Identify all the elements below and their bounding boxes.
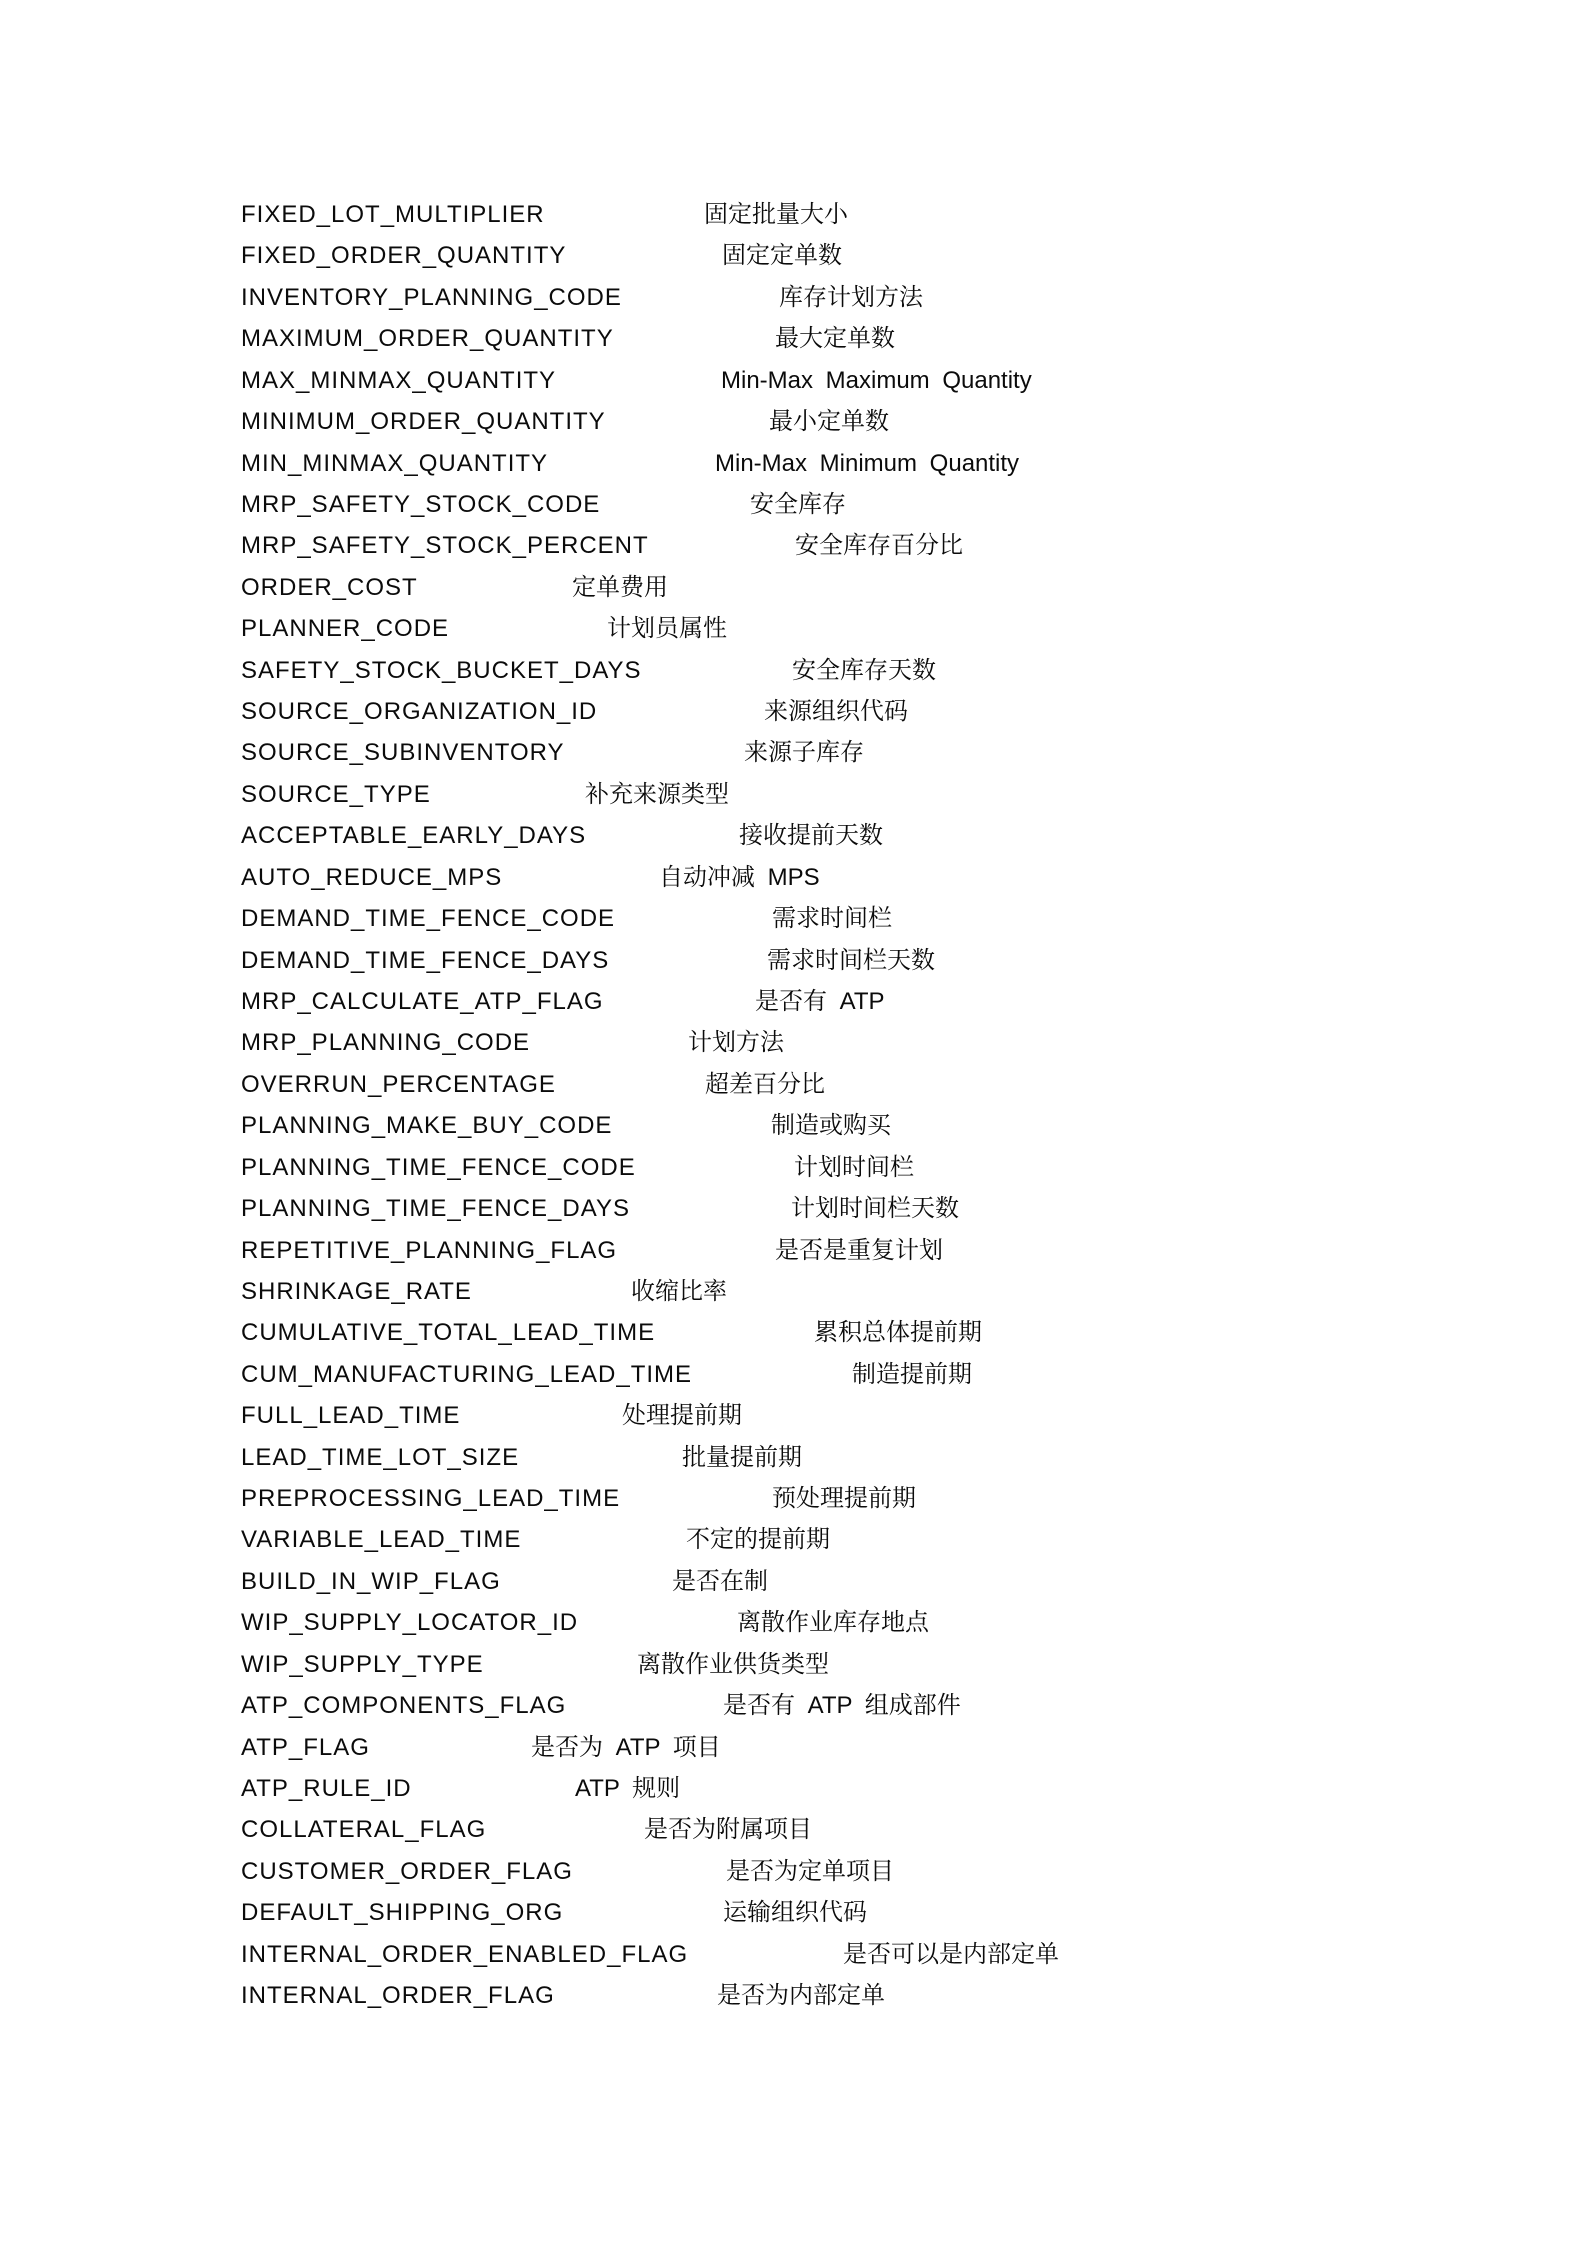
table-row: [241, 1934, 1567, 1976]
field-name: MIN_MINMAX_QUANTITY: [241, 449, 549, 477]
field-description: 处理提前期: [622, 1402, 742, 1430]
table-row: [241, 1147, 1567, 1189]
field-description: 安全库存: [750, 490, 846, 518]
field-name: ACCEPTABLE_EARLY_DAYS: [241, 822, 587, 850]
table-row: [241, 940, 1567, 982]
field-description: 批量提前期: [682, 1443, 802, 1471]
table-row: [241, 1561, 1567, 1603]
field-description: 接收提前天数: [739, 822, 883, 850]
table-row: [241, 194, 1567, 236]
field-description: 预处理提前期: [772, 1485, 916, 1513]
field-description: 是否是重复计划: [775, 1236, 943, 1264]
field-name: ATP_FLAG: [241, 1733, 370, 1761]
field-name: AUTO_REDUCE_MPS: [241, 863, 503, 891]
field-description: 是否可以是内部定单: [843, 1940, 1059, 1968]
table-row: [241, 981, 1567, 1023]
field-description: 计划方法: [688, 1029, 784, 1057]
table-row: [241, 1105, 1567, 1147]
field-name: DEMAND_TIME_FENCE_CODE: [241, 905, 616, 933]
table-row: [241, 235, 1567, 277]
table-row: [241, 1354, 1567, 1396]
field-description: 累积总体提前期: [814, 1319, 982, 1347]
field-description: 制造提前期: [852, 1360, 972, 1388]
field-description: 需求时间栏天数: [767, 946, 935, 974]
table-row: [241, 1892, 1567, 1934]
table-row: [241, 1644, 1567, 1686]
table-row: [241, 732, 1567, 774]
field-name: PLANNER_CODE: [241, 615, 450, 643]
field-description: 是否有 ATP: [755, 987, 885, 1015]
table-row: [241, 567, 1567, 609]
field-description: 制造或购买: [771, 1112, 891, 1140]
table-row: [241, 484, 1567, 526]
field-description: 是否为 ATP 项目: [531, 1733, 721, 1761]
table-row: [241, 443, 1567, 485]
field-description: 是否为定单项目: [726, 1857, 894, 1885]
field-name: PLANNING_TIME_FENCE_DAYS: [241, 1195, 630, 1223]
field-description: 安全库存天数: [792, 656, 936, 684]
field-name: ATP_COMPONENTS_FLAG: [241, 1692, 567, 1720]
field-name: SOURCE_ORGANIZATION_ID: [241, 698, 598, 726]
field-name: ATP_RULE_ID: [241, 1774, 412, 1802]
field-name: BUILD_IN_WIP_FLAG: [241, 1567, 501, 1595]
field-name: FULL_LEAD_TIME: [241, 1402, 461, 1430]
field-name: PLANNING_TIME_FENCE_CODE: [241, 1153, 636, 1181]
field-description: 自动冲减 MPS: [659, 863, 820, 891]
table-row: [241, 525, 1567, 567]
field-name: DEFAULT_SHIPPING_ORG: [241, 1899, 564, 1927]
field-description: Min-Max Minimum Quantity: [715, 449, 1020, 477]
field-description: ATP 规则: [575, 1774, 681, 1802]
field-description: 运输组织代码: [723, 1899, 867, 1927]
field-name: INTERNAL_ORDER_ENABLED_FLAG: [241, 1940, 689, 1968]
field-name: REPETITIVE_PLANNING_FLAG: [241, 1236, 618, 1264]
table-row: [241, 1022, 1567, 1064]
table-row: [241, 857, 1567, 899]
table-row: [241, 774, 1567, 816]
table-row: [241, 1312, 1567, 1354]
field-name: DEMAND_TIME_FENCE_DAYS: [241, 946, 610, 974]
table-row: [241, 1975, 1567, 2017]
table-row: [241, 1437, 1567, 1479]
table-row: [241, 1271, 1567, 1313]
field-description: 超差百分比: [705, 1070, 825, 1098]
field-description: 是否为附属项目: [644, 1816, 812, 1844]
table-row: [241, 691, 1567, 733]
field-description: 计划员属性: [607, 615, 727, 643]
field-description: 最大定单数: [775, 325, 895, 353]
field-description: 计划时间栏天数: [791, 1195, 959, 1223]
field-name: WIP_SUPPLY_LOCATOR_ID: [241, 1609, 579, 1637]
table-row: [241, 1685, 1567, 1727]
field-description: 是否在制: [672, 1567, 768, 1595]
table-row: [241, 1519, 1567, 1561]
field-description: 是否为内部定单: [717, 1982, 885, 2010]
field-name: CUMULATIVE_TOTAL_LEAD_TIME: [241, 1319, 656, 1347]
field-description: 收缩比率: [631, 1277, 727, 1305]
field-name: PREPROCESSING_LEAD_TIME: [241, 1485, 621, 1513]
field-name: FIXED_LOT_MULTIPLIER: [241, 201, 545, 228]
table-row: [241, 1851, 1567, 1893]
field-description: 固定批量大小: [704, 201, 848, 228]
field-description: 库存计划方法: [779, 283, 923, 311]
field-description: 来源组织代码: [764, 698, 908, 726]
field-description: 是否有 ATP 组成部件: [723, 1692, 961, 1720]
field-description: 离散作业供货类型: [637, 1650, 829, 1678]
table-row: [241, 401, 1567, 443]
field-name: WIP_SUPPLY_TYPE: [241, 1650, 484, 1678]
table-row: [241, 360, 1567, 402]
table-row: [241, 318, 1567, 360]
field-description: 离散作业库存地点: [737, 1609, 929, 1637]
field-description: 定单费用: [572, 573, 668, 601]
field-name: SHRINKAGE_RATE: [241, 1277, 472, 1305]
field-name: SAFETY_STOCK_BUCKET_DAYS: [241, 656, 642, 684]
field-name: ORDER_COST: [241, 573, 418, 601]
table-row: [241, 277, 1567, 319]
field-name: INTERNAL_ORDER_FLAG: [241, 1982, 555, 2010]
table-row: [241, 1809, 1567, 1851]
table-row: [241, 815, 1567, 857]
field-name: VARIABLE_LEAD_TIME: [241, 1526, 522, 1554]
field-name: OVERRUN_PERCENTAGE: [241, 1070, 556, 1098]
table-row: [241, 898, 1567, 940]
field-name: MRP_PLANNING_CODE: [241, 1029, 531, 1057]
field-name: MAXIMUM_ORDER_QUANTITY: [241, 325, 614, 353]
table-row: [241, 1064, 1567, 1106]
field-description: 补充来源类型: [585, 780, 729, 808]
field-description: 安全库存百分比: [795, 532, 963, 560]
field-description: 来源子库存: [744, 739, 864, 767]
field-name: PLANNING_MAKE_BUY_CODE: [241, 1112, 613, 1140]
field-description: 需求时间栏: [772, 905, 892, 933]
field-description: 不定的提前期: [686, 1526, 830, 1554]
field-description: 计划时间栏: [794, 1153, 914, 1181]
table-row: [241, 1188, 1567, 1230]
field-name: SOURCE_TYPE: [241, 780, 431, 808]
table-row: [241, 1230, 1567, 1272]
field-name: LEAD_TIME_LOT_SIZE: [241, 1443, 520, 1471]
field-name: SOURCE_SUBINVENTORY: [241, 739, 565, 767]
field-name: CUM_MANUFACTURING_LEAD_TIME: [241, 1360, 693, 1388]
field-name: MRP_SAFETY_STOCK_PERCENT: [241, 532, 649, 560]
field-name: INVENTORY_PLANNING_CODE: [241, 283, 622, 311]
field-name: MRP_CALCULATE_ATP_FLAG: [241, 987, 604, 1015]
field-name: FIXED_ORDER_QUANTITY: [241, 242, 567, 270]
field-description: 最小定单数: [769, 408, 889, 436]
table-row: [241, 650, 1567, 692]
field-name: MINIMUM_ORDER_QUANTITY: [241, 408, 606, 436]
table-row: [241, 1727, 1567, 1769]
table-row: [241, 1478, 1567, 1520]
field-name: MRP_SAFETY_STOCK_CODE: [241, 490, 601, 518]
field-name: CUSTOMER_ORDER_FLAG: [241, 1857, 573, 1885]
field-description: Min-Max Maximum Quantity: [721, 366, 1032, 394]
table-row: [241, 1395, 1567, 1437]
field-name: COLLATERAL_FLAG: [241, 1816, 487, 1844]
table-row: [241, 1768, 1567, 1810]
table-row: [241, 608, 1567, 650]
field-description: 固定定单数: [722, 242, 842, 270]
table-row: [241, 1602, 1567, 1644]
field-name: MAX_MINMAX_QUANTITY: [241, 366, 557, 394]
